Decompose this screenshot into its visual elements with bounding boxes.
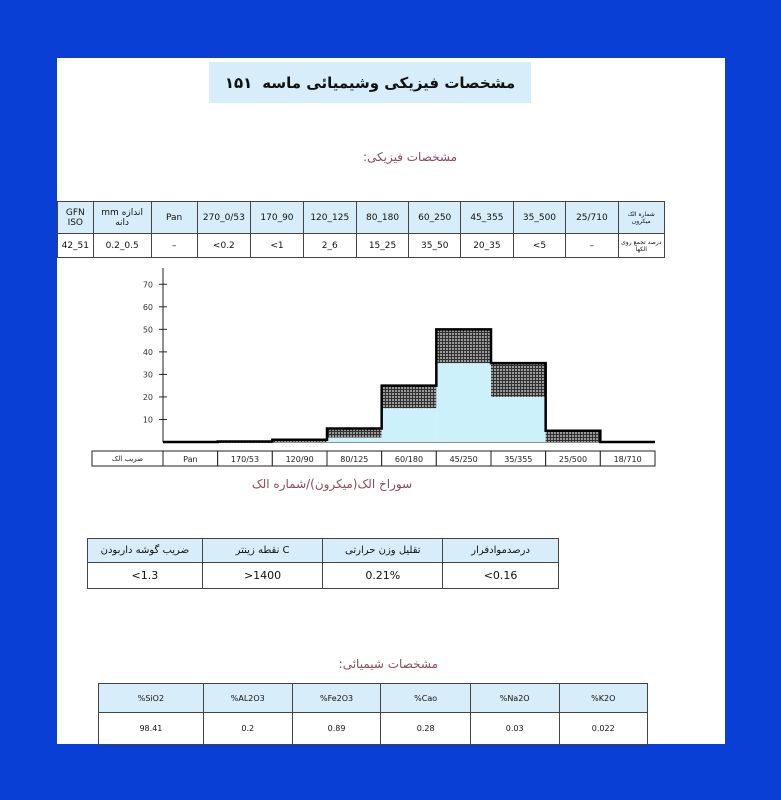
sieve-header-cell: 170_90 xyxy=(251,202,304,234)
x-tick-label: 120/90 xyxy=(285,455,314,464)
chemical-header-cell: %Cao xyxy=(381,684,470,713)
sieve-value-cell: – xyxy=(151,234,197,258)
chemical-value-cell: 98.41 xyxy=(99,713,204,745)
chemical-value-cell: 0.022 xyxy=(559,713,648,745)
sieve-value-cell: 42_51 xyxy=(58,234,94,258)
bar-range-band xyxy=(327,428,382,437)
sieve-header-cell: 80_180 xyxy=(356,202,409,234)
x-tick-label: 25/500 xyxy=(558,455,588,464)
sieve-value-cell: <5 xyxy=(513,234,566,258)
bar-fill xyxy=(327,437,382,442)
x-row-label: ضریب الک xyxy=(111,455,144,463)
sieve-value-cell: درصد تجمع روی الکها xyxy=(618,234,664,258)
properties-value-cell: <1.3 xyxy=(88,563,203,589)
y-tick-label: 60 xyxy=(142,302,153,312)
x-axis-label: سوراخ الک(میکرون)/شماره الک xyxy=(251,477,413,491)
sieve-value-cell: 20_35 xyxy=(461,234,514,258)
properties-table xyxy=(87,538,559,589)
bars xyxy=(163,329,655,443)
sieve-header-cell: Pan xyxy=(151,202,197,234)
sieve-header-cell: شماره الک میکرون xyxy=(618,202,664,234)
chemical-header-cell: %K2O xyxy=(559,684,648,713)
y-axis xyxy=(143,268,167,442)
sieve-header-cell: 45_355 xyxy=(461,202,514,234)
bar-range-band xyxy=(382,386,437,409)
y-tick-label: 50 xyxy=(142,325,153,335)
sieve-header-cell: 25/710 xyxy=(566,202,618,234)
bar-range-band xyxy=(546,431,601,442)
bar-fill xyxy=(491,397,546,442)
document-page xyxy=(57,58,725,744)
sieve-value-cell: 0.2_0.5 xyxy=(93,234,151,258)
chemical-header-cell: %SiO2 xyxy=(99,684,204,713)
bar-fill xyxy=(382,408,437,442)
properties-header-cell: درصدموادفرار xyxy=(443,539,559,563)
sieve-header-cell: 270_0/53 xyxy=(197,202,251,234)
sieve-histogram xyxy=(57,58,725,498)
sieve-header-cell: 35_500 xyxy=(513,202,566,234)
chemical-header-row xyxy=(99,684,648,713)
x-tick-label: 60/180 xyxy=(394,455,424,464)
sieve-value-cell: <1 xyxy=(251,234,304,258)
sieve-header-cell: mm اندازه دانه xyxy=(93,202,151,234)
x-tick-label: 45/250 xyxy=(449,455,478,464)
chemical-value-cell: 0.89 xyxy=(292,713,381,745)
chemical-value-row xyxy=(99,713,648,745)
x-tick-label: 18/710 xyxy=(613,455,642,464)
sieve-value-cell: <0.2 xyxy=(197,234,251,258)
sieve-value-cell: 35_50 xyxy=(409,234,461,258)
title-number: ۱۵۱ xyxy=(224,73,253,92)
properties-header-cell: تقلیل وزن حرارتی xyxy=(323,539,443,563)
x-tick-label: Pan xyxy=(183,455,198,464)
sieve-header-cell: GFN ISO xyxy=(58,202,94,234)
title-text: مشخصات فیزیکی وشیمیائی ماسه xyxy=(262,73,516,92)
chemical-heading: مشخصات شیمیائی: xyxy=(338,657,438,671)
x-tick-label: 35/355 xyxy=(504,455,533,464)
chemical-value-cell: 0.28 xyxy=(381,713,470,745)
y-tick-label: 30 xyxy=(142,370,153,380)
properties-header-cell: نقطه زینتر C xyxy=(202,539,323,563)
sieve-value-cell: – xyxy=(566,234,618,258)
y-tick-label: 20 xyxy=(142,392,153,402)
bar-fill xyxy=(436,363,491,442)
chemical-header-cell: %Fe2O3 xyxy=(292,684,381,713)
chemical-value-cell: 0.2 xyxy=(203,713,292,745)
chemical-header-cell: %AL2O3 xyxy=(203,684,292,713)
y-tick-label: 70 xyxy=(142,280,153,290)
properties-header-cell: ضریب گوشه داربودن xyxy=(88,539,203,563)
x-tick-label: 80/125 xyxy=(340,455,369,464)
sieve-header-cell: 60_250 xyxy=(409,202,461,234)
properties-value-cell: 0.21% xyxy=(323,563,443,589)
chemical-value-cell: 0.03 xyxy=(470,713,559,745)
sieve-header-cell: 120_125 xyxy=(303,202,356,234)
y-tick-label: 10 xyxy=(142,415,153,425)
x-tick-label: 170/53 xyxy=(230,455,260,464)
properties-value-cell: >1400 xyxy=(202,563,323,589)
bar-range-band xyxy=(436,329,491,363)
properties-value-cell: <0.16 xyxy=(443,563,559,589)
sieve-value-cell: 2_6 xyxy=(303,234,356,258)
sieve-value-cell: 15_25 xyxy=(356,234,409,258)
physical-heading: مشخصات فیزیکی: xyxy=(362,150,457,164)
bar-range-band xyxy=(491,363,546,397)
chemical-header-cell: %Na2O xyxy=(470,684,559,713)
y-tick-label: 40 xyxy=(142,347,153,357)
properties-value-row xyxy=(88,563,559,589)
chemical-table xyxy=(98,683,648,745)
properties-header-row xyxy=(88,539,559,563)
x-axis-row xyxy=(92,451,655,466)
